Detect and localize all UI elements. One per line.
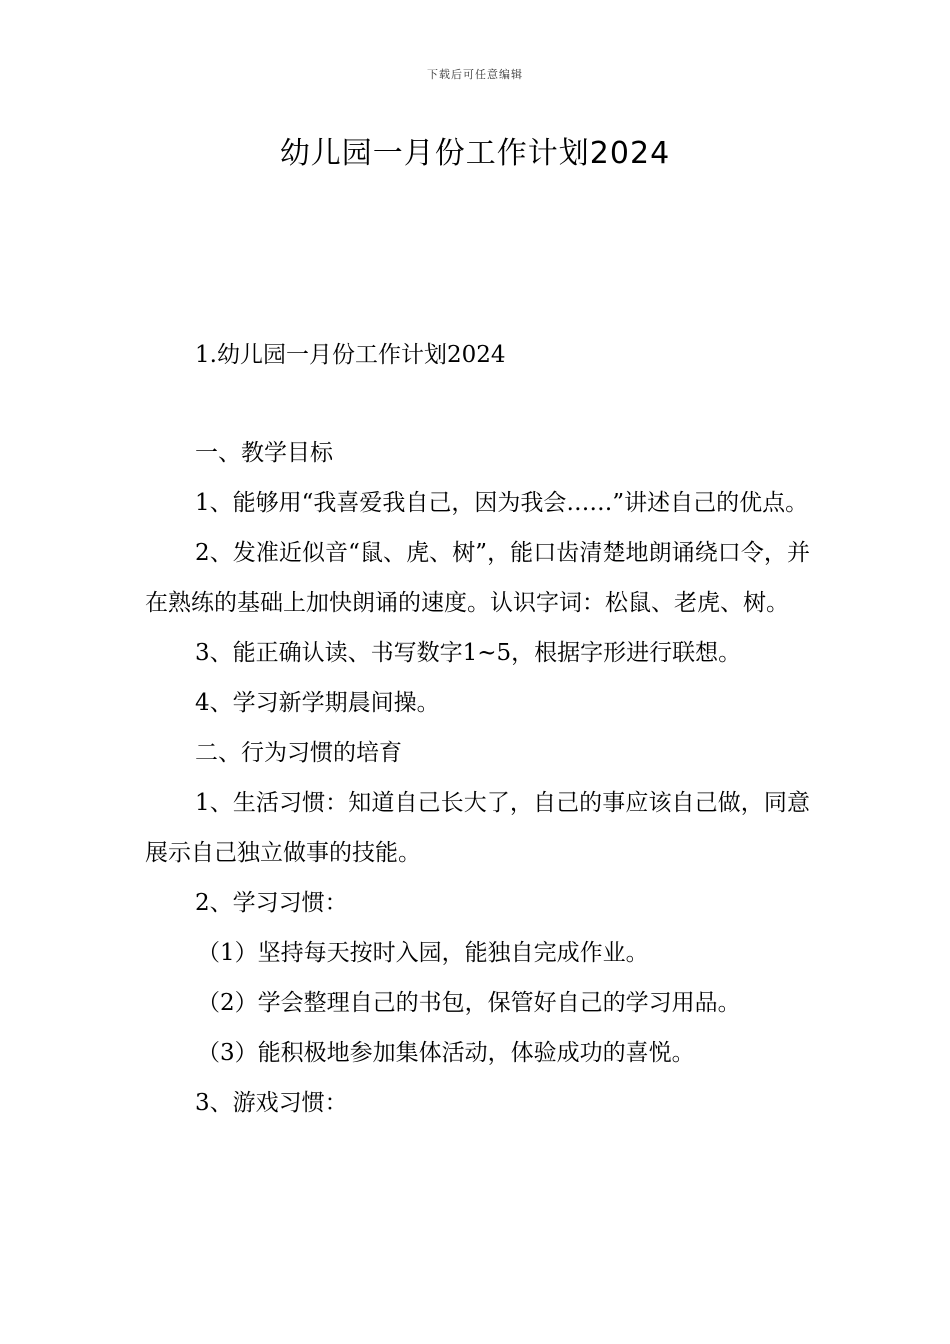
section-heading-habits: 二、行为习惯的培育 [195, 740, 402, 766]
habit-item-game: 3、游戏习惯： [195, 1090, 348, 1116]
study-subitem-2: （2）学会整理自己的书包，保管好自己的学习用品。 [197, 990, 741, 1016]
goal-item-1: 1、能够用“我喜爱我自己，因为我会……”讲述自己的优点。 [195, 490, 809, 516]
section-heading-teaching-goals: 一、教学目标 [195, 440, 333, 466]
document-body [145, 330, 810, 1128]
habit-item-life: 1、生活习惯：知道自己长大了，自己的事应该自己做，同意展示自己独立做事的技能。 [145, 790, 810, 866]
study-subitem-1: （1）坚持每天按时入园，能独自完成作业。 [197, 940, 649, 966]
section-heading-1: 1.幼儿园一月份工作计划2024 [195, 342, 506, 368]
goal-item-4: 4、学习新学期晨间操。 [195, 690, 440, 716]
document-title: 幼儿园一月份工作计划2024 [279, 136, 671, 171]
header-note: 下载后可任意编辑 [427, 68, 523, 81]
goal-item-2: 2、发准近似音“鼠、虎、树”，能口齿清楚地朗诵绕口令，并在熟练的基础上加快朗诵的速度。认识字词：松鼠、老虎、树。 [145, 540, 810, 616]
goal-item-3: 3、能正确认读、书写数字1~5，根据字形进行联想。 [195, 640, 742, 666]
habit-item-study: 2、学习习惯： [195, 890, 348, 916]
study-subitem-3: （3）能积极地参加集体活动，体验成功的喜悦。 [197, 1040, 695, 1066]
